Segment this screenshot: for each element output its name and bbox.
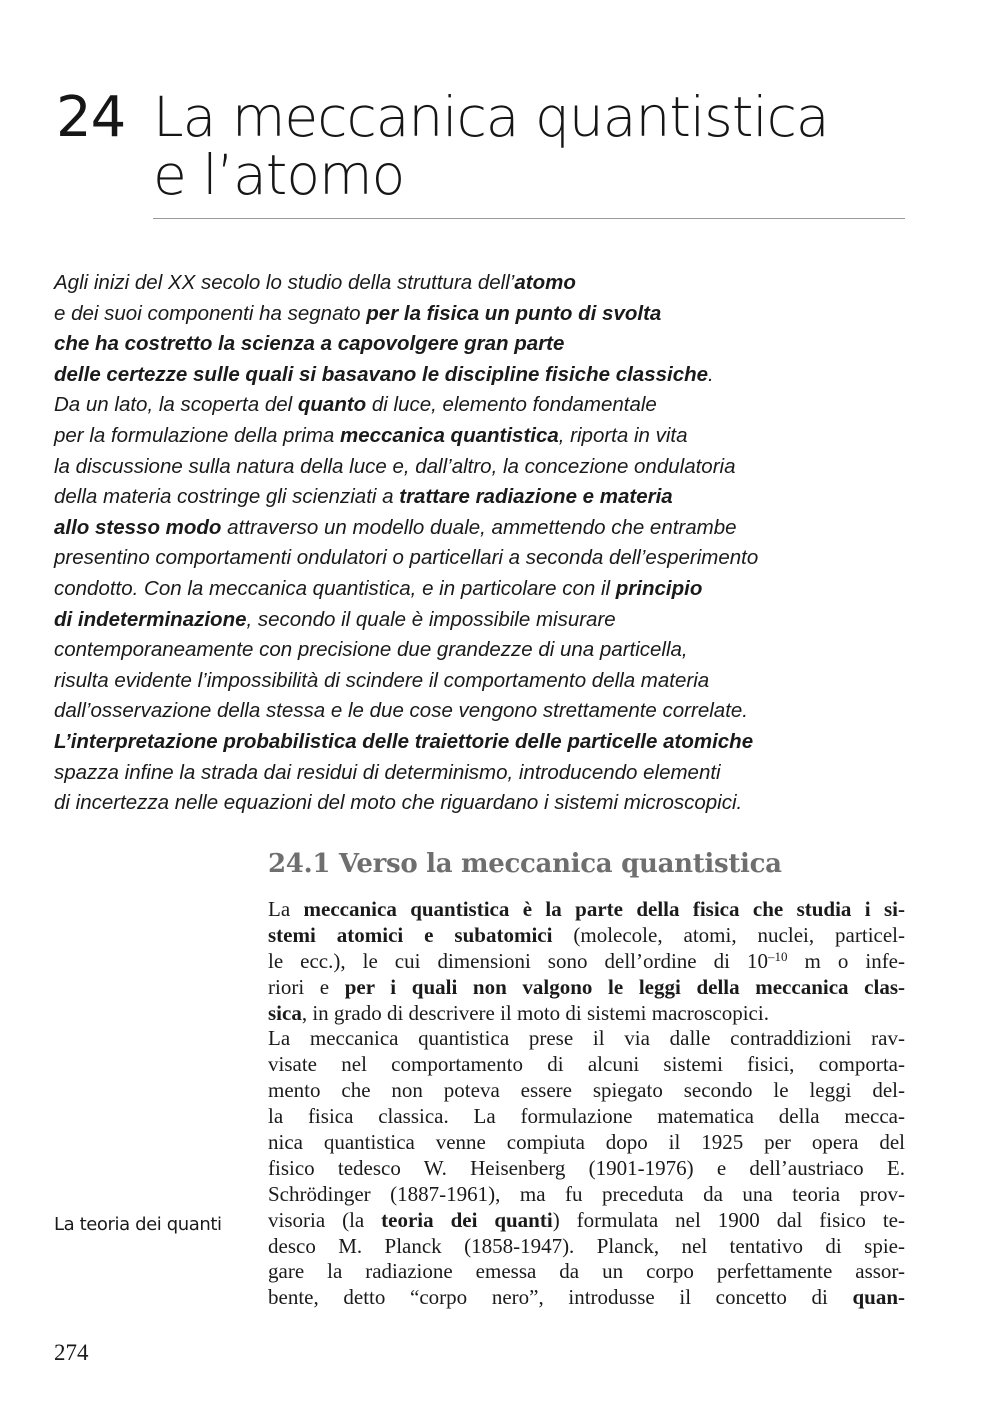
text-run: La meccanica quantistica prese il via dalle contraddizioni rav- — [268, 1026, 905, 1051]
text-run: Da un lato, la scoperta del — [54, 393, 298, 417]
bold-text: per i quali non valgono le leggi della meccanica clas- — [344, 974, 905, 999]
text-run: mento che non poteva essere spiegato secondo le leggi del- — [268, 1078, 905, 1103]
text-run: risulta evidente l’impossibilità di scindere il comportamento della materia — [54, 668, 710, 692]
body-line — [268, 1001, 905, 1027]
text-run: fisico tedesco W. Heisenberg (1901-1976) e dell’austriaco E. — [268, 1155, 905, 1180]
text-run: La — [268, 897, 304, 921]
text-run: (molecole, atomi, nuclei, particel- — [552, 922, 905, 947]
text-run: per la formulazione della prima — [54, 423, 340, 447]
text-run: Schrödinger (1887-1961), ma fu preceduta da una teoria prov- — [268, 1181, 905, 1206]
text-run: desco M. Planck (1858-1947). Planck, nel tentativo di spie- — [268, 1233, 905, 1258]
text-run: di incertezza nelle equazioni del moto che riguardano i sistemi microscopici. — [54, 791, 743, 815]
text-run: presentino comportamenti ondulatori o particellari a seconda dell’esperimento — [54, 546, 759, 570]
title-divider — [153, 218, 905, 219]
intro-line — [54, 452, 934, 483]
body-line — [268, 923, 905, 949]
body-line — [268, 1156, 905, 1182]
text-run: riori e — [268, 974, 345, 999]
page-number: 274 — [54, 1340, 89, 1365]
text-run: , secondo il quale è impossibile misurare — [246, 607, 616, 631]
chapter-number: 24 — [56, 85, 126, 150]
bold-text: che ha costretto la scienza a capovolgere gran parte — [54, 332, 565, 356]
body-line — [268, 1026, 905, 1052]
superscript: –10 — [767, 948, 788, 964]
bold-text: L’interpretazione probabilistica delle traiettorie delle particelle atomiche — [54, 729, 754, 753]
text-run: le ecc.), le cui dimensioni sono dell’ordine di 10 — [268, 948, 768, 973]
bold-text: teoria dei quanti — [381, 1207, 553, 1232]
bold-text: di indeterminazione — [54, 607, 247, 631]
bold-text: trattare radiazione e materia — [399, 485, 673, 509]
body-line — [268, 1052, 905, 1078]
intro-line — [54, 482, 934, 513]
text-run: di luce, elemento fondamentale — [366, 393, 657, 417]
chapter-title-line: La meccanica quantistica — [153, 85, 829, 149]
intro-line — [54, 360, 934, 391]
text-run: e dei suoi componenti ha segnato — [54, 301, 367, 325]
intro-line — [54, 543, 934, 574]
bold-text: quan- — [852, 1285, 905, 1310]
text-run: dall’osservazione della stessa e le due cose vengono strettamente correlate. — [54, 699, 748, 723]
intro-line — [54, 574, 934, 605]
body-line — [268, 949, 905, 975]
bold-text: meccanica quantistica è la parte della fisica che studia i si- — [303, 897, 905, 921]
intro-line — [54, 696, 934, 727]
intro-line — [54, 390, 934, 421]
bold-text: stemi atomici e subatomici — [268, 922, 553, 947]
body-line — [268, 1208, 905, 1234]
text-run: . — [708, 362, 714, 386]
text-run: , in grado di descrivere il moto di sistemi macroscopici. — [301, 1000, 769, 1025]
text-run: della materia costringe gli scienziati a — [54, 485, 400, 509]
intro-line — [54, 605, 934, 636]
text-run: , riporta in vita — [558, 423, 688, 447]
body-line — [268, 1182, 905, 1208]
intro-line — [54, 788, 934, 819]
bold-text: per la fisica un punto di svolta — [366, 301, 662, 325]
intro-line — [54, 758, 934, 789]
text-run: bente, detto “corpo nero”, introdusse il concetto di — [268, 1285, 853, 1310]
bold-text: quanto — [297, 393, 367, 417]
body-line — [268, 1285, 905, 1311]
bold-text: sica — [268, 1000, 302, 1025]
text-run: condotto. Con la meccanica quantistica, e in particolare con il — [54, 576, 616, 600]
bold-text: meccanica quantistica — [340, 423, 559, 447]
intro-line — [54, 727, 934, 758]
chapter-title — [153, 85, 913, 207]
intro-line — [54, 666, 934, 697]
text-run: attraverso un modello duale, ammettendo che entrambe — [221, 515, 737, 539]
text-run: gare la radiazione emessa da un corpo perfettamente assor- — [268, 1259, 905, 1284]
text-run: la discussione sulla natura della luce e, dall’altro, la concezione ondulatoria — [54, 454, 736, 478]
section-heading: 24.1 Verso la meccanica quantistica — [268, 849, 782, 879]
text-run: visate nel comportamento di alcuni sistemi fisici, comporta- — [268, 1052, 905, 1077]
text-run: nica quantistica venne compiuta dopo il 1925 per opera del — [268, 1130, 905, 1155]
text-run: m o infe- — [787, 948, 905, 973]
bold-text: allo stesso modo — [54, 515, 222, 539]
intro-line — [54, 299, 934, 330]
intro-line — [54, 513, 934, 544]
chapter-title-line: e l’atomo — [153, 143, 405, 207]
text-run: ) formulata nel 1900 dal fisico te- — [552, 1207, 906, 1232]
bold-text: principio — [615, 576, 703, 600]
bold-text: delle certezze sulle quali si basavano le discipline fisiche classiche — [54, 362, 709, 386]
body-line — [268, 1104, 905, 1130]
body-line — [268, 1259, 905, 1285]
margin-note: La teoria dei quanti — [54, 1214, 222, 1235]
chapter-intro — [54, 268, 934, 819]
text-run: spazza infine la strada dai residui di determinismo, introducendo elementi — [54, 760, 721, 784]
text-run: la fisica classica. La formulazione matematica della mecca- — [268, 1104, 905, 1129]
text-run: Agli inizi del XX secolo lo studio della struttura dell’ — [54, 271, 515, 294]
bold-text: atomo — [514, 271, 576, 294]
body-line — [268, 1078, 905, 1104]
intro-line — [54, 329, 934, 360]
body-line — [268, 1234, 905, 1260]
intro-line — [54, 421, 934, 452]
intro-line — [54, 635, 934, 666]
intro-line — [54, 268, 934, 299]
text-run: contemporaneamente con precisione due grandezze di una particella, — [54, 638, 688, 662]
body-line — [268, 1130, 905, 1156]
text-run: visoria (la — [268, 1207, 382, 1232]
body-line — [268, 897, 905, 923]
section-body — [268, 897, 905, 1311]
body-line — [268, 975, 905, 1001]
